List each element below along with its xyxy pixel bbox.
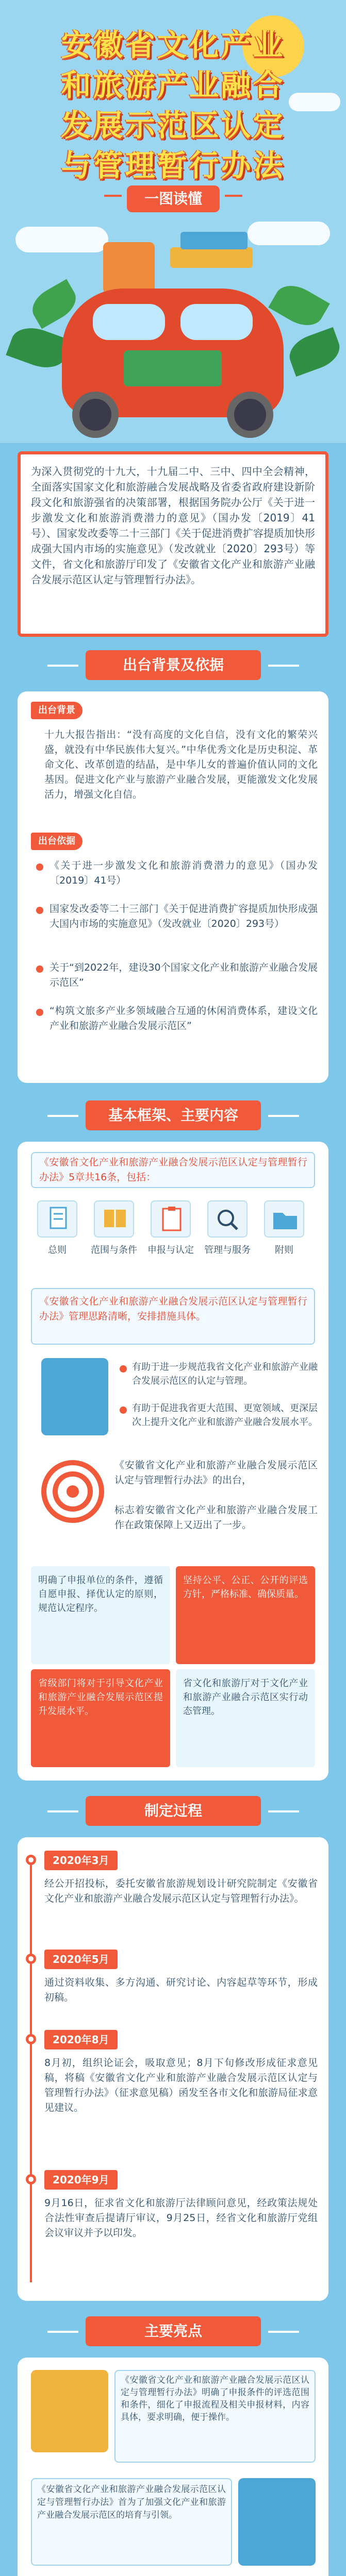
framework-item-2: 范围与条件 <box>91 1245 137 1256</box>
wheel <box>72 392 119 438</box>
section-title-background: 出台背景及依据 <box>86 650 261 680</box>
process-text-2: 通过资料收集、多方沟通、研究讨论、内容起草等环节，形成初稿。 <box>44 1977 318 2003</box>
bullet <box>120 1365 127 1372</box>
car-window <box>93 304 165 340</box>
car-grille <box>124 350 222 386</box>
person-illustration <box>41 1358 108 1435</box>
timeline-dot <box>26 2034 36 2044</box>
section-title-highlights: 主要亮点 <box>86 2316 261 2346</box>
basis-4: “构筑文旅多产业多领域融合互通的休闲消费体系，建设文化产业和旅游产业融合发展示范区” <box>50 1005 318 1031</box>
framework-item-1: 总则 <box>48 1245 67 1256</box>
folder-icon <box>264 1200 304 1238</box>
magnifier-icon <box>207 1200 248 1238</box>
hero-badge: 一图读懂 <box>127 185 220 212</box>
background-text: 十九大报告指出：“没有高度的文化自信，没有文化的繁荣兴盛，就没有中华民族伟大复兴。”中华优秀文化是历史积淀、革命文化、改革创造的结晶，是中华儿女的普遍价值认同的文化基因。促进文化产业与旅游产业融合发展，更能激发文化发展活力，增强文化自信。 <box>44 729 318 800</box>
title-line-3: 发展示范区认定 <box>61 108 285 143</box>
basis-1: 《关于进一步激发文化和旅游消费潜力的意见》（国办发〔2019〕41号） <box>50 860 318 886</box>
cloud-decoration <box>15 227 108 252</box>
process-date-1: 2020年3月 <box>44 1851 118 1870</box>
person-illustration <box>31 2370 108 2452</box>
bullet <box>36 965 43 973</box>
framework-item-4: 管理与服务 <box>204 1245 251 1256</box>
process-date-4: 2020年9月 <box>44 2170 118 2190</box>
grid-text-3: 省级部门将对于引导文化产业和旅游产业融合发展示范区提升发展水平。 <box>38 1678 163 1717</box>
wheel <box>227 392 273 438</box>
section-title-framework: 基本框架、主要内容 <box>86 1100 261 1130</box>
highlight-1: 《安徽省文化产业和旅游产业融合发展示范区认定与管理暂行办法》明确了申报条件的评选范围和条件，细化了申报流程及相关申报材料，内容具体，要求明确，便于操作。 <box>121 2375 309 2422</box>
timeline-dot <box>26 1855 36 1865</box>
title-line-4: 与管理暂行办法 <box>61 148 285 183</box>
clipboard-icon <box>151 1200 191 1238</box>
chapter-text: 《安徽省文化产业和旅游产业融合发展示范区认定与管理暂行办法》管理思路清晰，安排措施具体。 <box>39 1296 307 1322</box>
framework-item-5: 附则 <box>275 1245 293 1256</box>
bullet <box>120 1406 127 1414</box>
bullet <box>36 907 43 914</box>
grid-text-1: 明确了申报单位的条件，遵循自愿申报、择优认定的原则，规范认定程序。 <box>38 1575 163 1614</box>
target-text-a: 《安徽省文化产业和旅游产业融合发展示范区认定与管理暂行办法》的出台， <box>114 1460 318 1486</box>
highlight-2: 《安徽省文化产业和旅游产业融合发展示范区认定与管理暂行办法》首为了加强文化产业和旅游产业融合发展示范区的培育与引领。 <box>37 2484 226 2520</box>
tag-basis: 出台依据 <box>31 833 83 850</box>
timeline-dot <box>26 2174 36 2184</box>
car-window <box>180 304 253 340</box>
timeline-line <box>30 1855 32 2282</box>
book-illustration <box>170 247 253 268</box>
bullet <box>36 863 43 871</box>
section-title-process: 制定过程 <box>86 1796 261 1826</box>
framework-item-3: 申报与认定 <box>147 1245 194 1256</box>
target-icon <box>39 1458 106 1525</box>
framework-intro: 《安徽省文化产业和旅游产业融合发展示范区认定与管理暂行办法》5章共16条，包括： <box>39 1157 307 1183</box>
leaf-decoration <box>285 327 345 377</box>
document-icon <box>37 1200 77 1238</box>
bullet <box>36 1009 43 1016</box>
point-2: 有助于促进我省更大范围、更宽领域、更深层次上提升文化产业和旅游产业融合发展水平。 <box>132 1403 318 1428</box>
person-illustration <box>103 242 155 294</box>
process-text-3: 8月初，组织论证会，吸取意见；8月下旬修改形成征求意见稿，将稿《安徽省文化产业和旅游产业融合发展示范区认定与管理暂行办法》（征求意见稿）函发至各市文化和旅游局征求意见建议。 <box>44 2057 318 2113</box>
cloud-decoration <box>248 222 330 245</box>
person-illustration <box>238 2478 316 2566</box>
process-text-4: 9月16日，征求省文化和旅游厅法律顾问意见，经政策法规处合法性审查后提请厅审议，9月25日，经省文化和旅游厅党组会议审议并予以印发。 <box>44 2197 318 2239</box>
intro-text: 为深入贯彻党的十九大，十九届二中、三中、四中全会精神，全面落实国家文化和旅游融合发展战略及省委省政府建设新阶段文化和旅游强省的决策部署，根据国务院办公厅《关于进一步激发文化和旅游消费潜力的意见》（国办发〔2019〕41号）、国家发改委等二十三部门《关于促进消费扩容提质加快形成强大国内市场的实施意见》（发改就业〔2020〕293号）等文件，省文化和旅游厅印发了《安徽省文化产业和旅游产业融合发展示范区认定与管理暂行办法》。 <box>31 465 315 586</box>
book-icon <box>94 1200 134 1238</box>
title-line-1: 安徽省文化产业 <box>61 27 285 62</box>
point-1: 有助于进一步规范我省文化产业和旅游产业融合发展示范区的认定与管理。 <box>132 1362 318 1386</box>
timeline-dot <box>26 1954 36 1964</box>
target-text-b: 标志着安徽省文化产业和旅游产业融合发展工作在政策保障上又迈出了一步。 <box>114 1504 318 1531</box>
process-date-3: 2020年8月 <box>44 2030 118 2049</box>
grid-text-2: 坚持公平、公正、公开的评选方针，严格标准、确保质量。 <box>183 1575 308 1600</box>
tag-background: 出台背景 <box>31 702 83 719</box>
basis-3: 关于“到2022年，建设30个国家文化产业和旅游产业融合发展示范区” <box>50 962 318 988</box>
grid-text-4: 省文化和旅游厅对于文化产业和旅游产业融合示范区实行动态管理。 <box>183 1678 308 1717</box>
title-line-2: 和旅游产业融合 <box>61 67 285 103</box>
intro-box <box>18 451 328 637</box>
hero-banner <box>0 0 346 443</box>
process-text-1: 经公开招投标，委托安徽省旅游规划设计研究院制定《安徽省文化产业和旅游产业融合发展示范区认定与管理暂行办法》。 <box>44 1878 318 1904</box>
basis-2: 国家发改委等二十三部门《关于促进消费扩容提质加快形成强大国内市场的实施意见》（发改就业〔2020〕293号） <box>50 903 318 929</box>
process-date-2: 2020年5月 <box>44 1950 118 1969</box>
book-illustration <box>180 232 248 249</box>
